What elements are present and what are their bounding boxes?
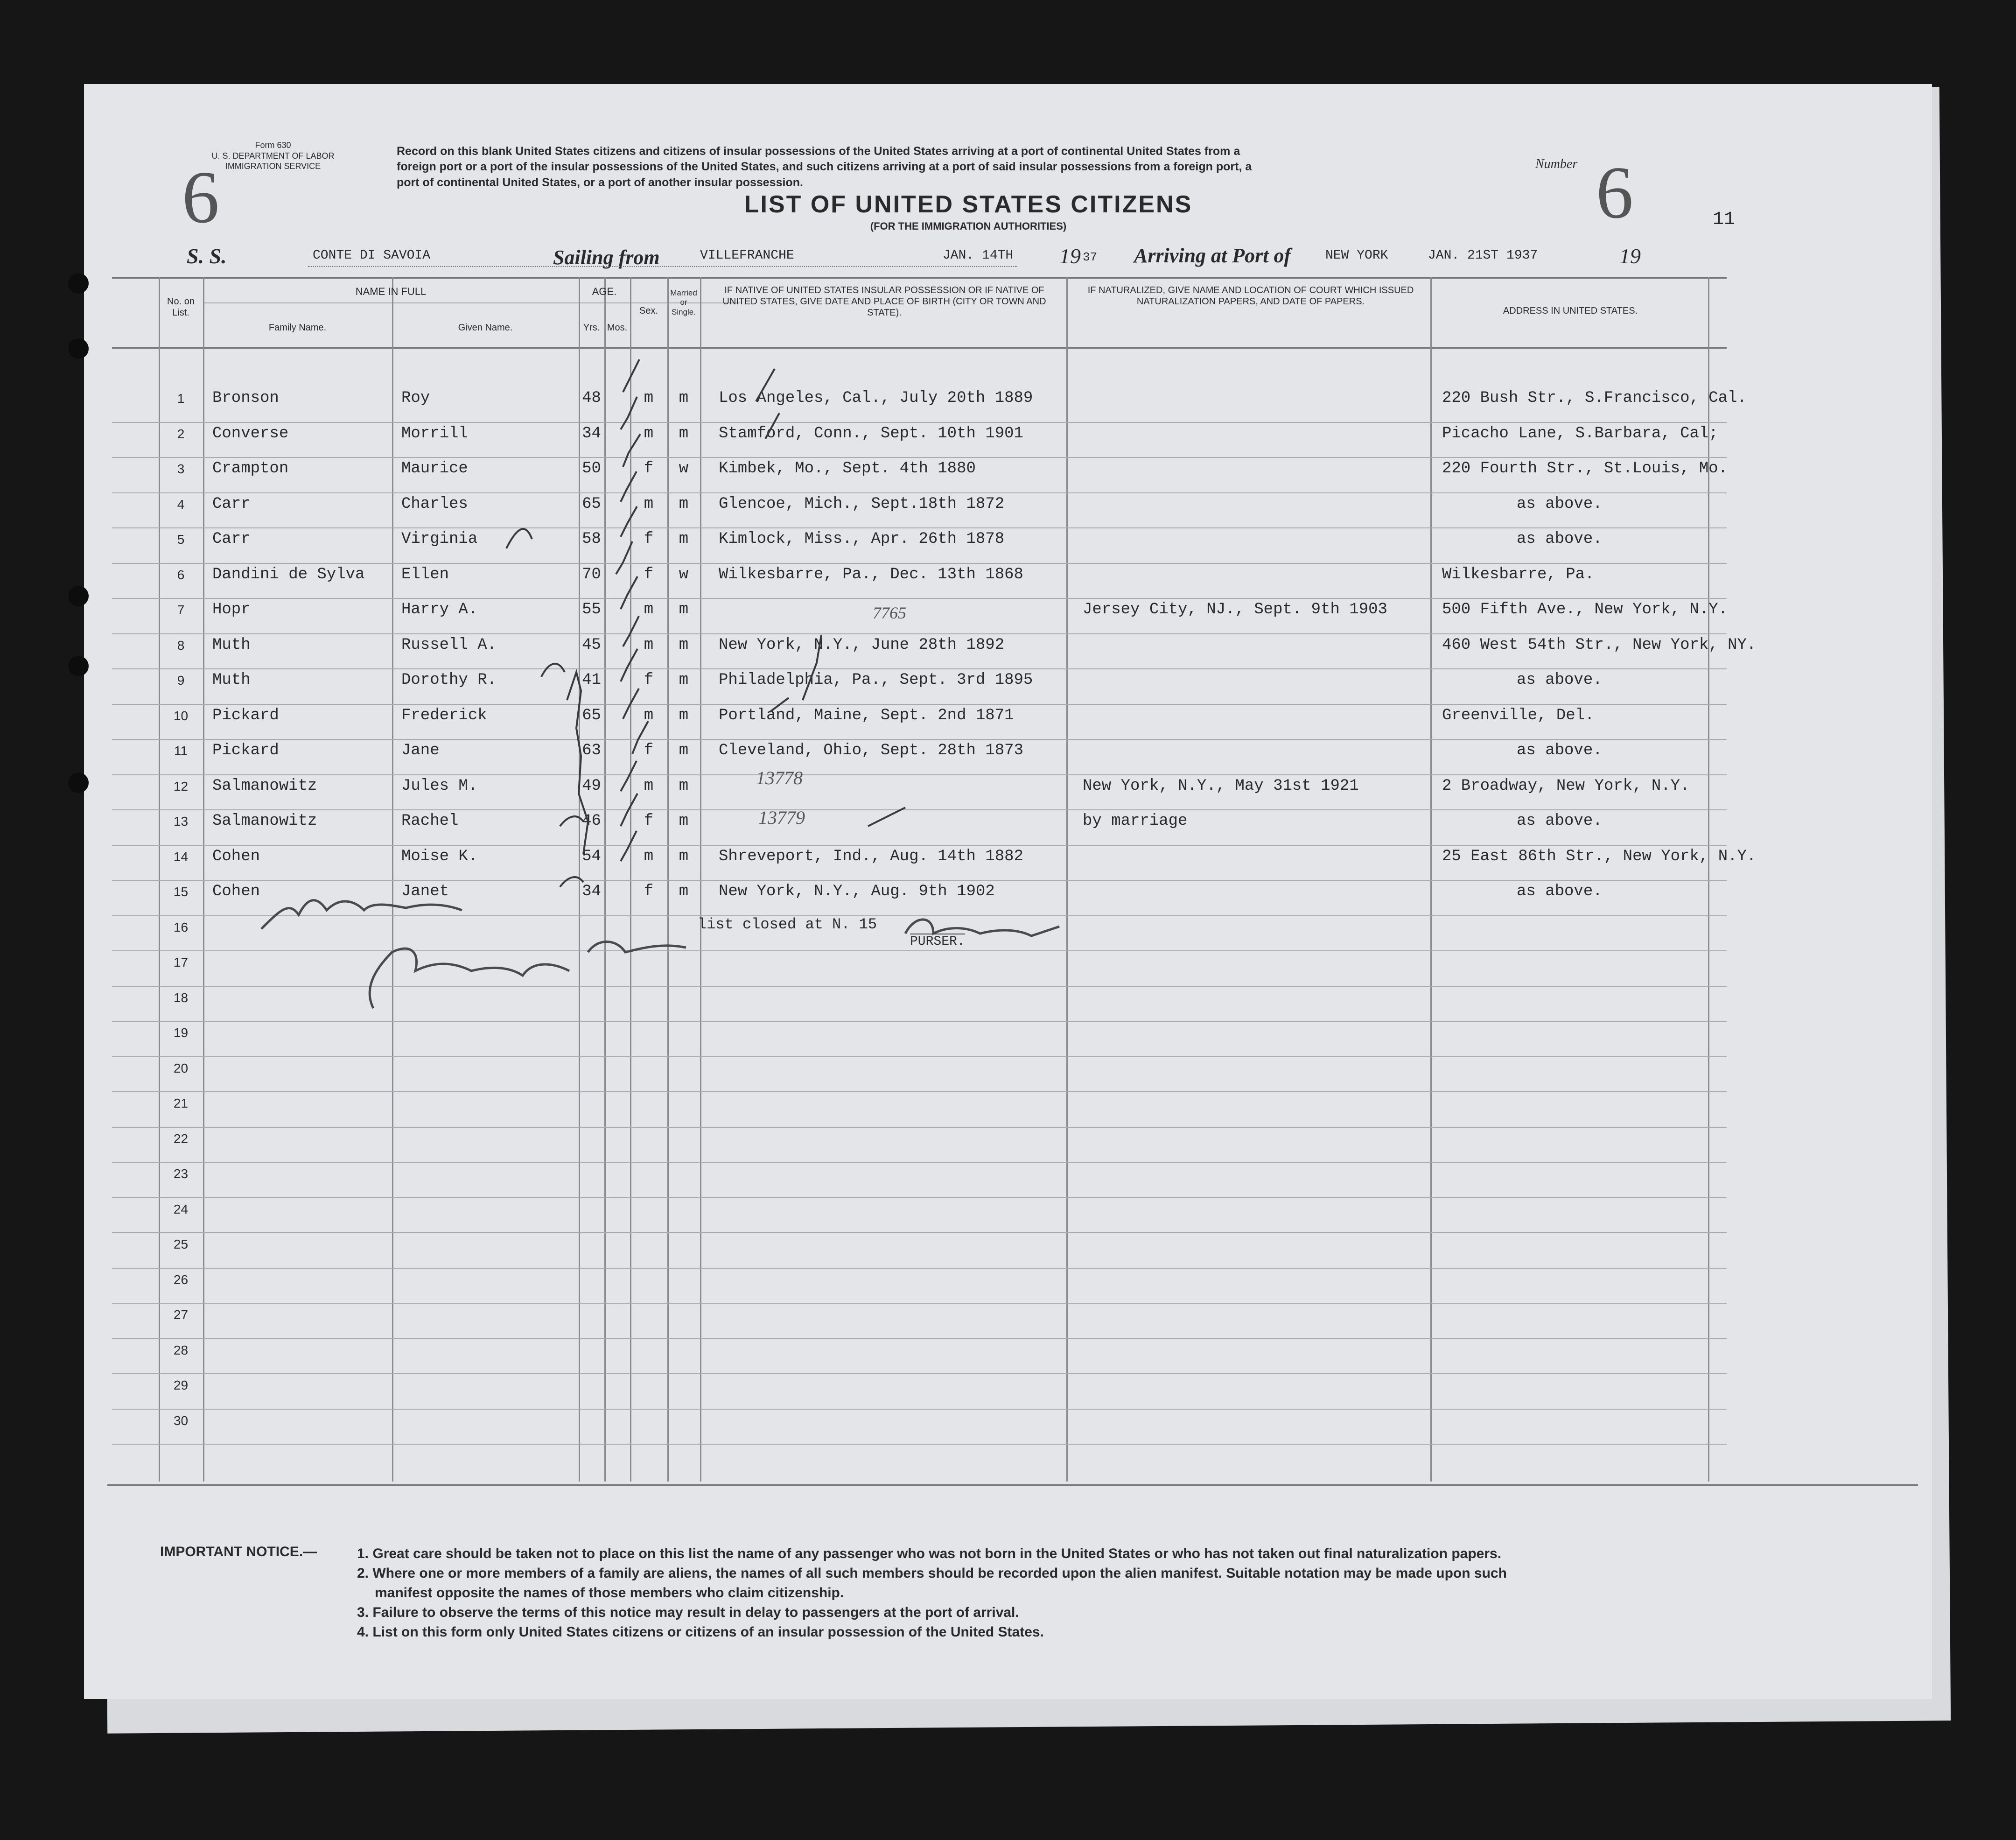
- check-mark: [621, 649, 637, 681]
- row-number: 28: [173, 1342, 189, 1357]
- row-number: 12: [173, 779, 189, 794]
- family-name: Dandini de Sylva: [212, 565, 365, 583]
- sex: f: [644, 460, 654, 478]
- age-years: 34: [582, 424, 601, 442]
- arrival-port: NEW YORK: [1325, 248, 1388, 263]
- birthplace: Stamford, Conn., Sept. 10th 1901: [719, 424, 1023, 442]
- initials-mark: [560, 816, 583, 826]
- initials-mark: [541, 664, 565, 677]
- family-name: Carr: [212, 495, 251, 513]
- age-years: 70: [582, 565, 601, 583]
- check-mark: [621, 576, 637, 609]
- row-number: 8: [177, 638, 185, 653]
- given-name: Maurice: [401, 460, 468, 478]
- family-name: Cohen: [212, 847, 260, 865]
- purser-label: PURSER.: [910, 934, 965, 949]
- year-2: 19: [1619, 244, 1641, 268]
- family-name: Converse: [212, 424, 289, 442]
- row-number: 6: [177, 567, 185, 582]
- age-years: 65: [582, 706, 601, 724]
- header-address: ADDRESS IN UNITED STATES.: [1503, 306, 1638, 316]
- header-age: AGE.: [592, 286, 617, 297]
- family-name: Pickard: [212, 742, 279, 759]
- marital-status: m: [679, 671, 689, 689]
- age-years: 54: [582, 847, 601, 865]
- birthplace: Cleveland, Ohio, Sept. 28th 1873: [719, 742, 1023, 759]
- address: 220 Fourth Str., St.Louis, Mo.: [1442, 460, 1728, 478]
- check-mark: [770, 698, 789, 712]
- marital-status: m: [679, 636, 689, 654]
- sex: m: [644, 495, 654, 513]
- given-name: Frederick: [401, 706, 487, 724]
- age-years: 49: [582, 777, 601, 795]
- arrival-date: JAN. 21ST 1937: [1428, 248, 1538, 263]
- row-number: 26: [173, 1272, 189, 1287]
- preamble-line: Record on this blank United States citizens and citizens of insular possessions of the United States arriving at a port of continental United States from a: [397, 145, 1240, 158]
- notice-item: 4. List on this form only United States citizens or citizens of an insular possession of the United States.: [357, 1624, 1044, 1640]
- signature-1: [261, 900, 462, 929]
- marital-status: m: [679, 812, 689, 830]
- address: 25 East 86th Str., New York, N.Y.: [1442, 847, 1757, 865]
- left-list-number: 6: [182, 155, 219, 239]
- check-mark: [756, 369, 775, 401]
- marital-status: m: [679, 777, 689, 795]
- row-number: 7: [177, 603, 185, 617]
- row-number: 17: [173, 955, 189, 969]
- page-number: 11: [1713, 209, 1736, 230]
- address: as above.: [1517, 530, 1603, 548]
- signature-2: [370, 948, 569, 1008]
- row-number: 11: [174, 744, 188, 758]
- address: as above.: [1517, 742, 1603, 759]
- address: Greenville, Del.: [1442, 706, 1595, 724]
- naturalization: Jersey City, NJ., Sept. 9th 1903: [1083, 601, 1387, 618]
- check-mark: [621, 471, 637, 502]
- marital-status: m: [679, 742, 689, 759]
- marital-status: m: [679, 495, 689, 513]
- sex: f: [644, 742, 654, 759]
- marital-status: m: [679, 389, 689, 407]
- address: as above.: [1517, 812, 1603, 830]
- signature-3: [588, 942, 686, 953]
- row-number: 4: [177, 497, 185, 512]
- row-number: 24: [173, 1201, 189, 1216]
- birthplace: Philadelphia, Pa., Sept. 3rd 1895: [719, 671, 1033, 689]
- row-number: 2: [177, 426, 185, 441]
- handwritten-note-row7: 7765: [873, 604, 906, 622]
- row-number: 20: [173, 1060, 189, 1075]
- address: 460 West 54th Str., New York, NY.: [1442, 636, 1757, 654]
- age-years: 63: [582, 742, 601, 759]
- row-number: 1: [177, 391, 185, 406]
- check-mark: [621, 831, 637, 861]
- age-years: 41: [582, 671, 601, 689]
- age-years: 34: [582, 883, 601, 900]
- birthplace: New York, N.Y., Aug. 9th 1902: [719, 883, 995, 900]
- ss-label: S. S.: [187, 244, 227, 268]
- marital-status: m: [679, 424, 689, 442]
- check-mark: [621, 794, 637, 826]
- notice-items: [357, 1544, 1507, 1642]
- check-mark: [623, 688, 639, 719]
- row-number: 25: [173, 1237, 189, 1251]
- birthplace: Wilkesbarre, Pa., Dec. 13th 1868: [719, 565, 1023, 583]
- form-number: Form 630: [255, 140, 291, 150]
- row-number: 19: [173, 1025, 189, 1040]
- given-name: Janet: [401, 883, 449, 900]
- age-years: 45: [582, 636, 601, 654]
- check-mark: [621, 397, 637, 429]
- marital-status: m: [679, 847, 689, 865]
- marital-status: m: [679, 530, 689, 548]
- birthplace: Kimlock, Miss., Apr. 26th 1878: [719, 530, 1005, 548]
- header-married-single: Married or Single.: [670, 288, 697, 316]
- family-name: Hopr: [212, 601, 251, 618]
- sailing-from-label: Sailing from: [553, 246, 660, 269]
- preamble-line: port of continental United States, or a port of another insular possession.: [397, 176, 803, 189]
- given-name: Rachel: [401, 812, 459, 830]
- given-name: Ellen: [401, 565, 449, 583]
- service-name: IMMIGRATION SERVICE: [225, 162, 321, 171]
- marital-status: m: [679, 706, 689, 724]
- address: Picacho Lane, S.Barbara, Cal;: [1442, 424, 1718, 442]
- notice-item: manifest opposite the names of those members who claim citizenship.: [375, 1585, 844, 1601]
- check-mark: [803, 635, 821, 700]
- notice-label: IMPORTANT NOTICE.—: [160, 1544, 317, 1559]
- birthplace: New York, N.Y., June 28th 1892: [719, 636, 1005, 654]
- year-prefix: 19: [1059, 244, 1081, 268]
- birthplace: Portland, Maine, Sept. 2nd 1871: [719, 706, 1014, 724]
- family-name: Salmanowitz: [212, 777, 317, 795]
- sex: f: [644, 565, 654, 583]
- given-name: Jules M.: [401, 777, 478, 795]
- check-mark: [632, 721, 648, 754]
- marital-status: m: [679, 883, 689, 900]
- row-number: 3: [177, 462, 185, 476]
- given-name: Charles: [401, 495, 468, 513]
- sex: m: [644, 847, 654, 865]
- sex: m: [644, 601, 654, 618]
- header-mos: Mos.: [607, 323, 628, 333]
- dept-name: U. S. DEPARTMENT OF LABOR: [211, 151, 335, 161]
- row-number: 10: [173, 708, 189, 723]
- bracket-mark: [567, 672, 588, 854]
- given-name: Moise K.: [401, 847, 478, 865]
- address: as above.: [1517, 671, 1603, 689]
- row-number: 18: [173, 990, 189, 1005]
- row-number: 30: [173, 1413, 189, 1428]
- page-title: LIST OF UNITED STATES CITIZENS: [744, 191, 1193, 218]
- birthplace: Glencoe, Mich., Sept.18th 1872: [719, 495, 1005, 513]
- given-name: Russell A.: [401, 636, 497, 654]
- marital-status: w: [679, 565, 689, 583]
- given-name: Harry A.: [401, 601, 478, 618]
- age-years: 58: [582, 530, 601, 548]
- check-mark: [621, 506, 637, 537]
- age-years: 48: [582, 389, 601, 407]
- sail-date: JAN. 14TH: [943, 248, 1014, 263]
- address: as above.: [1517, 883, 1603, 900]
- family-name: Muth: [212, 671, 251, 689]
- check-mark: [616, 541, 632, 574]
- check-mark: [765, 413, 779, 439]
- arriving-label: Arriving at Port of: [1134, 244, 1291, 267]
- family-name: Salmanowitz: [212, 812, 317, 830]
- header-naturalization: IF NATURALIZED, GIVE NAME AND LOCATION OF COURT WHICH ISSUED NATURALIZATION PAPERS, AND DATE OF PAPERS.: [1087, 285, 1414, 307]
- header-given-name: Given Name.: [458, 323, 513, 333]
- header-name-in-full: NAME IN FULL: [355, 286, 427, 297]
- handwritten-note-row13: 13779: [758, 807, 805, 828]
- number-label: Number: [1535, 157, 1578, 171]
- naturalization: New York, N.Y., May 31st 1921: [1083, 777, 1359, 795]
- age-years: 55: [582, 601, 601, 618]
- initials-mark: [506, 529, 532, 548]
- header-no: No. on List.: [167, 296, 195, 318]
- check-mark: [623, 616, 639, 646]
- header-birthplace: IF NATIVE OF UNITED STATES INSULAR POSSESSION OR IF NATIVE OF UNITED STATES, GIVE DATE AND PLACE OF BIRTH (CITY OR TOWN AND STATE).: [722, 285, 1046, 318]
- notice-item: 3. Failure to observe the terms of this notice may result in delay to passengers at the port of arrival.: [357, 1605, 1019, 1620]
- given-name: Virginia: [401, 530, 478, 548]
- naturalization: by marriage: [1083, 812, 1188, 830]
- row-number: 15: [173, 885, 189, 899]
- header-family-name: Family Name.: [268, 323, 327, 333]
- row-number: 29: [173, 1378, 189, 1392]
- address: Wilkesbarre, Pa.: [1442, 565, 1595, 583]
- ship-name: CONTE DI SAVOIA: [313, 248, 431, 263]
- sex: m: [644, 706, 654, 724]
- given-name: Morrill: [401, 424, 468, 442]
- birthplace: Los Angeles, Cal., July 20th 1889: [719, 389, 1033, 407]
- year-suffix: 37: [1083, 250, 1098, 264]
- row-number: 23: [173, 1166, 189, 1181]
- header-yrs: Yrs.: [583, 323, 600, 333]
- check-mark: [623, 359, 639, 392]
- notice-rule: [107, 1484, 1918, 1486]
- check-mark: [623, 434, 640, 467]
- address: 500 Fifth Ave., New York, N.Y.: [1442, 601, 1728, 618]
- row-number: 9: [177, 673, 185, 688]
- row-number: 13: [173, 814, 189, 829]
- sex: f: [644, 812, 654, 830]
- age-years: 65: [582, 495, 601, 513]
- address: 220 Bush Str., S.Francisco, Cal.: [1442, 389, 1747, 407]
- sex: m: [644, 389, 654, 407]
- address: as above.: [1517, 495, 1603, 513]
- marital-status: w: [679, 460, 689, 478]
- signatures: [261, 900, 1059, 1008]
- check-mark: [621, 761, 637, 791]
- given-name: Jane: [401, 742, 440, 759]
- age-years: 50: [582, 460, 601, 478]
- birthplace: Shreveport, Ind., Aug. 14th 1882: [719, 847, 1023, 865]
- family-name: Carr: [212, 530, 251, 548]
- address: 2 Broadway, New York, N.Y.: [1442, 777, 1690, 795]
- row-number: 27: [173, 1307, 189, 1322]
- header-sex: Sex.: [639, 306, 658, 316]
- sex: m: [644, 777, 654, 795]
- family-name: Bronson: [212, 389, 279, 407]
- birthplace: Kimbek, Mo., Sept. 4th 1880: [719, 460, 976, 478]
- row-number: 16: [173, 920, 189, 934]
- preamble-line: foreign port or a port of the insular possessions of the United States, and such citizens arriving at a port of said insular possessions from a foreign port, a: [397, 160, 1252, 174]
- family-name: Pickard: [212, 706, 279, 724]
- page-subtitle: (FOR THE IMMIGRATION AUTHORITIES): [870, 220, 1067, 232]
- check-marks: [506, 359, 905, 887]
- age-years: 46: [582, 812, 601, 830]
- family-name: Cohen: [212, 883, 260, 900]
- sex: m: [644, 424, 654, 442]
- sex: f: [644, 671, 654, 689]
- row-number: 22: [173, 1131, 189, 1146]
- row-number: 5: [177, 532, 185, 547]
- notice-item: 1. Great care should be taken not to place on this list the name of any passenger who was not born in the United States or who has not taken out final naturalization papers.: [357, 1546, 1502, 1561]
- sex: f: [644, 530, 654, 548]
- list-closed-note: list closed at N. 15: [698, 916, 877, 933]
- family-name: Muth: [212, 636, 251, 654]
- given-name: Dorothy R.: [401, 671, 497, 689]
- notice-item: 2. Where one or more members of a family are aliens, the names of all such members should be recorded upon the alien manifest. Suitable notation may be made upon such: [357, 1566, 1507, 1581]
- family-name: Crampton: [212, 460, 289, 478]
- departure-port: VILLEFRANCHE: [700, 248, 794, 263]
- check-mark: [868, 808, 905, 826]
- list-number: 6: [1596, 151, 1633, 234]
- sex: m: [644, 636, 654, 654]
- handwritten-note-row12: 13778: [756, 767, 803, 788]
- row-number: 14: [173, 849, 189, 864]
- marital-status: m: [679, 601, 689, 618]
- sex: f: [644, 883, 654, 900]
- row-number: 21: [173, 1096, 189, 1110]
- given-name: Roy: [401, 389, 430, 407]
- initials-mark: [560, 877, 583, 887]
